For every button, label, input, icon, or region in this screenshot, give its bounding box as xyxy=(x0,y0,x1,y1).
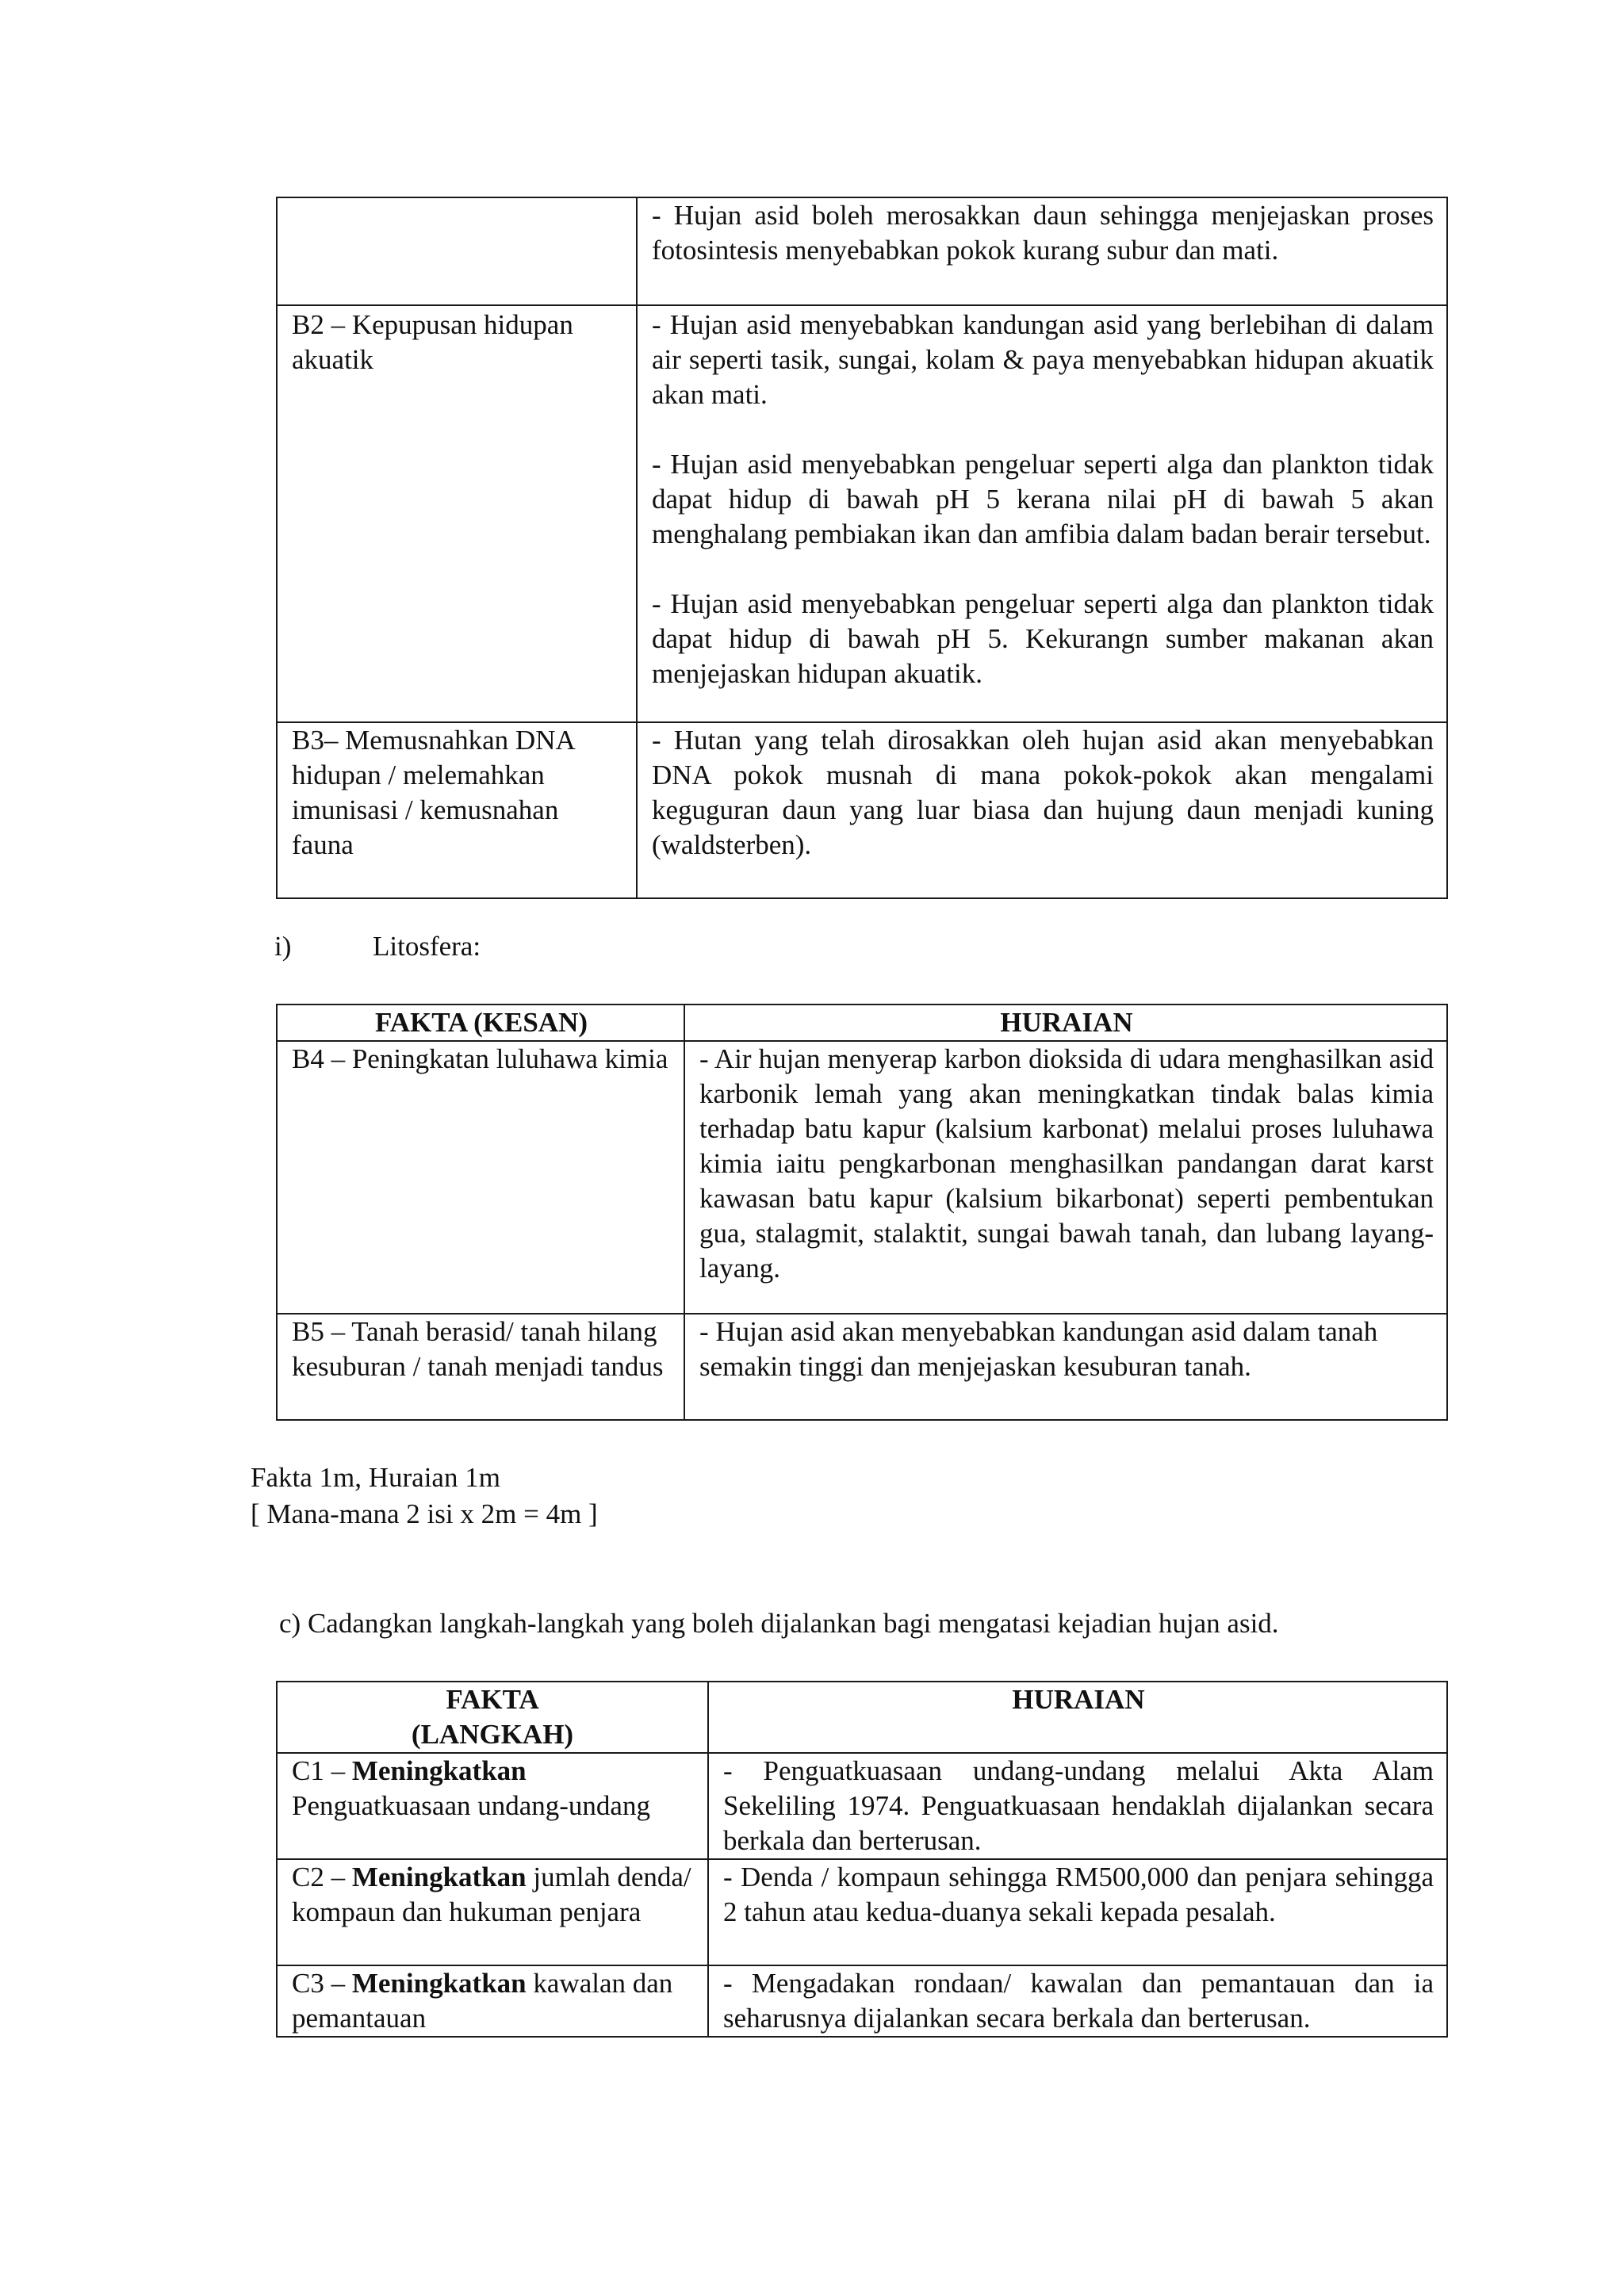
table-header-row xyxy=(277,1004,1447,1041)
table-row xyxy=(277,1041,1447,1314)
description-paragraph: - Hujan asid menyebabkan kandungan asid yang berlebihan di dalam air seperti tasik, sungai, kolam & paya menyebabkan hidupan akuatik akan mati. xyxy=(652,309,1434,410)
fact-prefix: C3 – xyxy=(292,1968,352,1999)
fact-prefix: C1 – xyxy=(292,1755,352,1786)
table-row xyxy=(277,1753,1447,1859)
description-paragraph: - Hujan asid menyebabkan pengeluar seperti alga dan plankton tidak dapat hidup di bawah pH 5 kerana nilai pH di bawah 5 akan menghalang pembiakan ikan dan amfibia dalam badan berair tersebut. xyxy=(652,449,1434,549)
description-cell: - Mengadakan rondaan/ kawalan dan pemantauan dan ia seharusnya dijalankan secara berkala dan berterusan. xyxy=(708,1965,1447,2037)
fact-rest: kawalan dan pemantauan xyxy=(292,1968,673,2034)
fact-prefix: C2 – xyxy=(292,1862,352,1892)
marks-line: [ Mana-mana 2 isi x 2m = 4m ] xyxy=(251,1498,598,1529)
table-row xyxy=(277,1859,1447,1965)
fact-keyword: Meningkatkan xyxy=(351,1755,527,1786)
table-biosfera-continuation xyxy=(276,197,1448,899)
column-header: FAKTA (LANGKAH) xyxy=(277,1682,708,1753)
column-header: FAKTA (KESAN) xyxy=(277,1004,684,1041)
fact-cell xyxy=(277,1965,708,2037)
marks-line: Fakta 1m, Huraian 1m xyxy=(251,1462,500,1493)
fact-cell: B3– Memusnahkan DNA hidupan / melemahkan imunisasi / kemusnahan fauna xyxy=(277,722,637,898)
fact-cell xyxy=(277,1753,708,1859)
table-row xyxy=(277,197,1447,305)
description-cell: - Air hujan menyerap karbon dioksida di udara menghasilkan asid karbonik lemah yang akan meningkatkan tindak balas kimia terhadap batu kapur (kalsium karbonat) melalui proses luluhawa kimia iaitu pengkarbonan menghasilkan pandangan darat karst kawasan batu kapur (kalsium bikarbonat) seperti pembentukan gua, stalagmit, stalaktit, sungai bawah tanah, dan lubang layang-layang. xyxy=(684,1041,1447,1314)
table-row xyxy=(277,722,1447,898)
section-title: Litosfera: xyxy=(373,931,481,962)
table-row xyxy=(277,1314,1447,1420)
description-cell: - Penguatkuasaan undang-undang melalui Akta Alam Sekeliling 1974. Penguatkuasaan hendaklah dijalankan secara berkala dan berterusan. xyxy=(708,1753,1447,1859)
table-litosfera xyxy=(276,1004,1448,1421)
question-c: c) Cadangkan langkah-langkah yang boleh dijalankan bagi mengatasi kejadian hujan asid. xyxy=(279,1608,1279,1639)
table-row xyxy=(277,305,1447,722)
description-cell: - Hujan asid akan menyebabkan kandungan asid dalam tanah semakin tinggi dan menjejaskan kesuburan tanah. xyxy=(684,1314,1447,1420)
description-cell: - Hutan yang telah dirosakkan oleh hujan asid akan menyebabkan DNA pokok musnah di mana pokok-pokok akan mengalami keguguran daun yang luar biasa dan hujung daun menjadi kuning (waldsterben). xyxy=(637,722,1447,898)
fact-rest: Penguatkuasaan undang-undang xyxy=(292,1790,650,1821)
fact-keyword: Meningkatkan xyxy=(351,1968,527,1999)
description-paragraph: - Hujan asid boleh merosakkan daun sehingga menjejaskan proses fotosintesis menyebabkan pokok kurang subur dan mati. xyxy=(652,200,1434,266)
column-header: HURAIAN xyxy=(684,1004,1447,1041)
description-cell: - Denda / kompaun sehingga RM500,000 dan penjara sehingga 2 tahun atau kedua-duanya sekali kepada pesalah. xyxy=(708,1859,1447,1965)
section-label: i) xyxy=(274,931,292,962)
fact-cell xyxy=(277,197,637,305)
fact-rest: jumlah denda/ kompaun dan hukuman penjara xyxy=(292,1862,691,1927)
column-header: HURAIAN xyxy=(708,1682,1447,1753)
description-cell xyxy=(637,305,1447,722)
table-langkah xyxy=(276,1681,1448,2038)
fact-cell: B4 – Peningkatan luluhawa kimia xyxy=(277,1041,684,1314)
description-cell xyxy=(637,197,1447,305)
table-header-row xyxy=(277,1682,1447,1753)
fact-cell: B5 – Tanah berasid/ tanah hilang kesuburan / tanah menjadi tandus xyxy=(277,1314,684,1420)
description-paragraph: - Hujan asid menyebabkan pengeluar seperti alga dan plankton tidak dapat hidup di bawah pH 5. Kekurangn sumber makanan akan menjejaskan hidupan akuatik. xyxy=(652,588,1434,689)
fact-cell xyxy=(277,1859,708,1965)
table-row xyxy=(277,1965,1447,2037)
fact-cell: B2 – Kepupusan hidupan akuatik xyxy=(277,305,637,722)
fact-keyword: Meningkatkan xyxy=(351,1862,527,1892)
